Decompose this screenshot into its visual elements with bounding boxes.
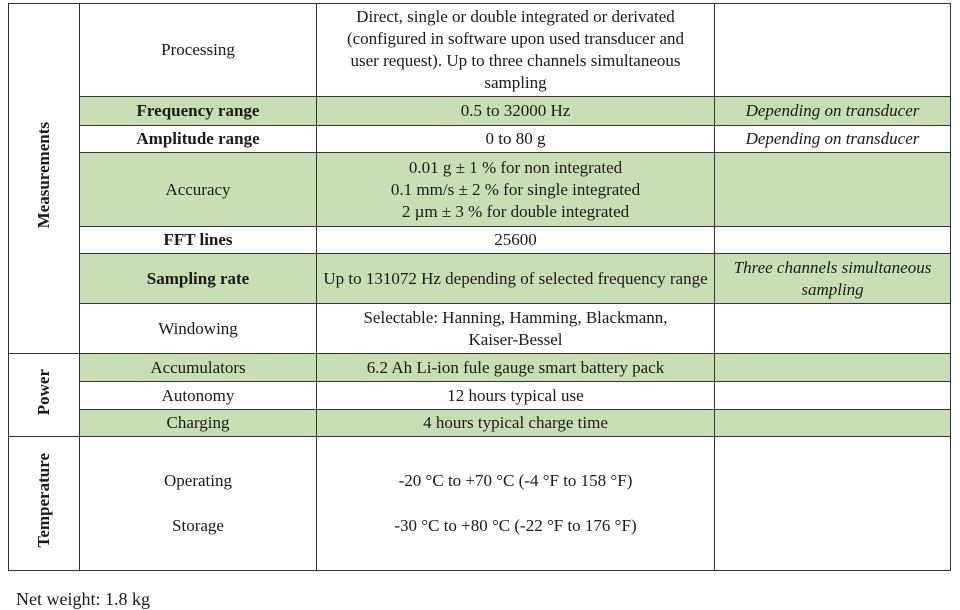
accuracy-label: Accuracy [80,153,317,227]
charging-value: 4 hours typical charge time [317,410,715,437]
group-power [9,354,80,437]
fft-lines-note [715,227,951,254]
charging-note [715,410,951,437]
autonomy-value: 12 hours typical use [317,382,715,410]
amplitude-range-value: 0 to 80 g [317,126,715,153]
row-amplitude-range [9,126,951,153]
group-temperature [9,437,80,571]
accumulators-note [715,354,951,382]
row-temperature [9,437,951,571]
sampling-rate-value: Up to 131072 Hz depending of selected frequency range [317,254,715,304]
processing-value: Direct, single or double integrated or derivated (configured in software upon used transducer and user request). Up to three channels simultaneous sampling [317,4,715,97]
row-windowing [9,304,951,354]
row-accuracy [9,153,951,227]
amplitude-range-note: Depending on transducer [715,126,951,153]
accuracy-note [715,153,951,227]
frequency-range-value: 0.5 to 32000 Hz [317,97,715,126]
operating-value: -20 °C to +70 °C (-4 °F to 158 °F) [398,471,633,490]
group-measurements-label: Measurements [34,122,53,229]
fft-lines-label: FFT lines [80,227,317,254]
temperature-labels [80,437,317,571]
accuracy-value-double-integrated: 2 µm ± 3 % for double integrated [401,201,630,221]
specifications-table [8,3,951,571]
sampling-rate-note: Three channels simultaneous sampling [715,254,951,304]
group-measurements [9,4,80,354]
charging-label: Charging [80,410,317,437]
accuracy-value-single-integrated: 0.1 mm/s ± 2 % for single integrated [390,179,641,199]
frequency-range-label: Frequency range [80,97,317,126]
windowing-note [715,304,951,354]
accumulators-value: 6.2 Ah Li-ion fule gauge smart battery pack [317,354,715,382]
group-temperature-label: Temperature [34,453,53,548]
windowing-label: Windowing [80,304,317,354]
frequency-range-note: Depending on transducer [715,97,951,126]
amplitude-range-label: Amplitude range [80,126,317,153]
net-weight: Net weight: 1.8 kg [16,589,150,609]
sampling-rate-label: Sampling rate [80,254,317,304]
accumulators-label: Accumulators [80,354,317,382]
storage-label: Storage [172,516,224,535]
accuracy-value-non-integrated: 0.01 g ± 1 % for non integrated [408,157,623,177]
temperature-values [317,437,715,571]
accuracy-values [317,153,715,227]
operating-label: Operating [164,471,232,490]
row-sampling-rate [9,254,951,304]
group-power-label: Power [34,368,53,416]
row-fft-lines [9,227,951,254]
autonomy-note [715,382,951,410]
autonomy-label: Autonomy [80,382,317,410]
temperature-note [715,437,951,571]
windowing-value: Selectable: Hanning, Hamming, Blackmann, Kaiser-Bessel [317,304,715,354]
row-frequency-range [9,97,951,126]
processing-note [715,4,951,97]
row-processing [9,4,951,97]
fft-lines-value: 25600 [317,227,715,254]
row-charging [9,410,951,437]
storage-value: -30 °C to +80 °C (-22 °F to 176 °F) [394,516,637,535]
processing-label: Processing [80,4,317,97]
row-autonomy [9,382,951,410]
row-accumulators [9,354,951,382]
